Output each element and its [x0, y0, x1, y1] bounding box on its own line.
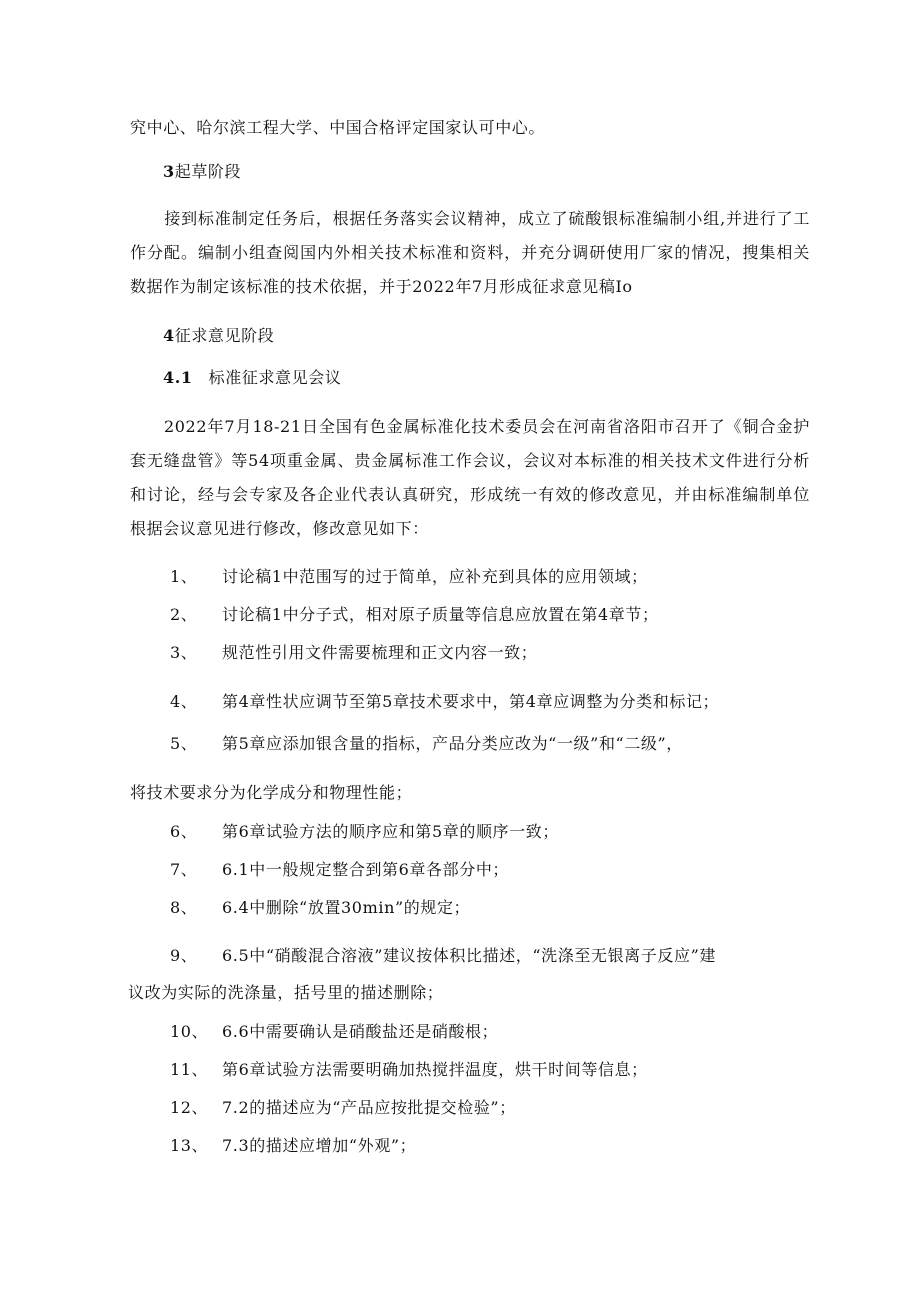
section-4-1-number: 4.1 — [163, 368, 193, 387]
list-item-text: 6.5中“硝酸混合溶液”建议按体积比描述，“洗涤至无银离子反应”建 — [222, 946, 716, 965]
section-3-number: 3 — [163, 162, 175, 181]
list-item-number: 7、 — [170, 860, 198, 879]
intro-line: 究中心、哈尔滨工程大学、中国合格评定国家认可中心。 — [130, 118, 546, 137]
list-item-continuation: 议改为实际的洗涤量，括号里的描述删除； — [128, 983, 444, 1002]
list-item-number: 10、 — [170, 1022, 209, 1041]
list-item — [170, 822, 559, 842]
section-4-1-paragraph-text: 2022年7月18-21日全国有色金属标准化技术委员会在河南省洛阳市召开了《铜合金护套无缝盘管》等54项重金属、贵金属标准工作会议，会议对本标准的相关技术文件进行分析和讨论，经与会专家及各企业代表认真研究，形成统一有效的修改意见，并由标准编制单位根据会议意见进行修改，修改意见如下： — [130, 417, 810, 538]
list-item — [170, 860, 509, 880]
list-item-text: 讨论稿1中分子式，相对原子质量等信息应放置在第4章节； — [222, 605, 659, 624]
section-3-heading — [163, 162, 241, 182]
list-item-text: 第5章应添加银含量的指标，产品分类应改为“一级”和“二级”， — [222, 734, 683, 753]
list-item-text: 规范性引用文件需要梳理和正文内容一致； — [222, 643, 538, 662]
list-item-number: 2、 — [170, 605, 198, 624]
section-3-paragraph — [130, 202, 810, 304]
list-item-text: 第4章性状应调节至第5章技术要求中，第4章应调整为分类和标记； — [222, 692, 720, 711]
section-4-title: 征求意见阶段 — [174, 326, 275, 345]
list-item-number: 6、 — [170, 822, 198, 841]
list-item — [170, 898, 470, 918]
list-item-text: 讨论稿1中范围写的过于简单，应补充到具体的应用领域； — [222, 567, 648, 586]
list-item-text: 6.6中需要确认是硝酸盐还是硝酸根； — [222, 1022, 499, 1041]
list-item-text: 7.3的描述应增加“外观”； — [222, 1136, 417, 1155]
section-4-1-paragraph — [130, 410, 810, 546]
list-item-text: 6.1中一般规定整合到第6章各部分中； — [222, 860, 510, 879]
list-item — [170, 1098, 516, 1118]
list-item-text: 第6章试验方法需要明确加热搅拌温度，烘干时间等信息； — [222, 1060, 648, 1079]
list-item-number: 9、 — [170, 946, 198, 965]
section-4-1-heading — [163, 368, 341, 388]
section-3-paragraph-text: 接到标准制定任务后，根据任务落实会议精神，成立了硫酸银标准编制小组,并进行了工作分配。编制小组查阅国内外相关技术标准和资料，并充分调研使用厂家的情况，搜集相关数据作为制定该标准的技术依据，并于2022年7月形成征求意见稿Io — [130, 209, 810, 296]
list-item-number: 4、 — [170, 692, 198, 711]
section-4-number: 4 — [163, 326, 175, 345]
list-item — [170, 1136, 416, 1156]
section-3-title: 起草阶段 — [174, 162, 242, 181]
list-item-number: 12、 — [170, 1098, 209, 1117]
list-item-text: 6.4中删除“放置30min”的规定； — [222, 898, 471, 917]
list-item-number: 1、 — [170, 567, 198, 586]
list-item-number: 11、 — [170, 1060, 209, 1079]
list-item-number: 13、 — [170, 1136, 209, 1155]
list-item-text: 7.2的描述应为“产品应按批提交检验”； — [222, 1098, 516, 1117]
list-item-number: 5、 — [170, 734, 198, 753]
list-item — [170, 734, 683, 754]
section-4-heading — [163, 326, 274, 346]
list-item — [170, 1022, 498, 1042]
list-item — [170, 946, 716, 966]
list-item — [170, 692, 719, 712]
list-item-text: 第6章试验方法的顺序应和第5章的顺序一致； — [222, 822, 559, 841]
list-item-number: 8、 — [170, 898, 198, 917]
list-item — [170, 567, 648, 587]
list-item — [170, 605, 659, 625]
list-item-number: 3、 — [170, 643, 198, 662]
section-4-1-title: 标准征求意见会议 — [208, 368, 342, 387]
list-item — [170, 643, 537, 663]
list-item-continuation: 将技术要求分为化学成分和物理性能； — [130, 783, 413, 802]
list-item — [170, 1060, 648, 1080]
